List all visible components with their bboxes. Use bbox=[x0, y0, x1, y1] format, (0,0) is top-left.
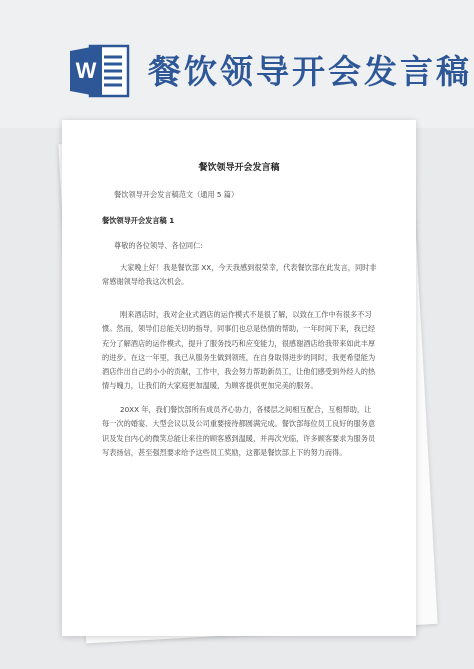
section-heading: 餐饮领导开会发言稿 1 bbox=[102, 216, 175, 225]
document-subtitle: 餐饮领导开会发言稿范文（通用 5 篇） bbox=[114, 190, 239, 199]
body-paragraph: 大家晚上好！我是餐饮部 XX，今天我感到很荣幸，代表餐饮部在此发言，同时非常感谢领导给我这次机会。 bbox=[102, 263, 377, 287]
banner bbox=[0, 0, 474, 128]
banner-title: 餐饮领导开会发言稿 bbox=[148, 52, 472, 91]
word-letter: W bbox=[75, 58, 97, 83]
word-document-icon bbox=[68, 42, 132, 100]
document-title: 餐饮领导开会发言稿 bbox=[198, 163, 280, 173]
document-page bbox=[62, 120, 416, 636]
body-paragraph: 刚来酒店时，我对企业式酒店的运作模式不是很了解，以致在工作中有很多不习惯。然而，领导们总能关切的指导，同事们也总是热情的帮助，一年时间下来，我已经充分了解酒店的运作模式，提升了服务技巧和应变能力，很感谢酒店给我带来如此丰厚的进步。在这一年里，我已从服务生做到领班，在自身取得进步的同时，我更希望能为酒店作出自己的小小的贡献，工作中，我会努力帮助新员工，让他们感受到外经人的热情与魄力，让我们的大家庭更加温暖，为顾客提供更加完美的服务。 bbox=[102, 310, 376, 391]
greeting: 尊敬的各位领导、各位同仁: bbox=[114, 241, 203, 250]
body-paragraph: 20XX 年，我们餐饮部所有成员齐心协力，各楼层之间相互配合，互相帮助，让每一次的婚宴、大型会议以及公司重要接待都圆满完成。餐饮部每位员工良好的服务意识及发自内心的微笑总能让来往的顾客感到温暖，并再次光临，许多顾客要求为服务员写表扬信，甚至强烈要求给予这些员工奖励，这都是餐饮部上下的努力而得。 bbox=[102, 405, 376, 457]
